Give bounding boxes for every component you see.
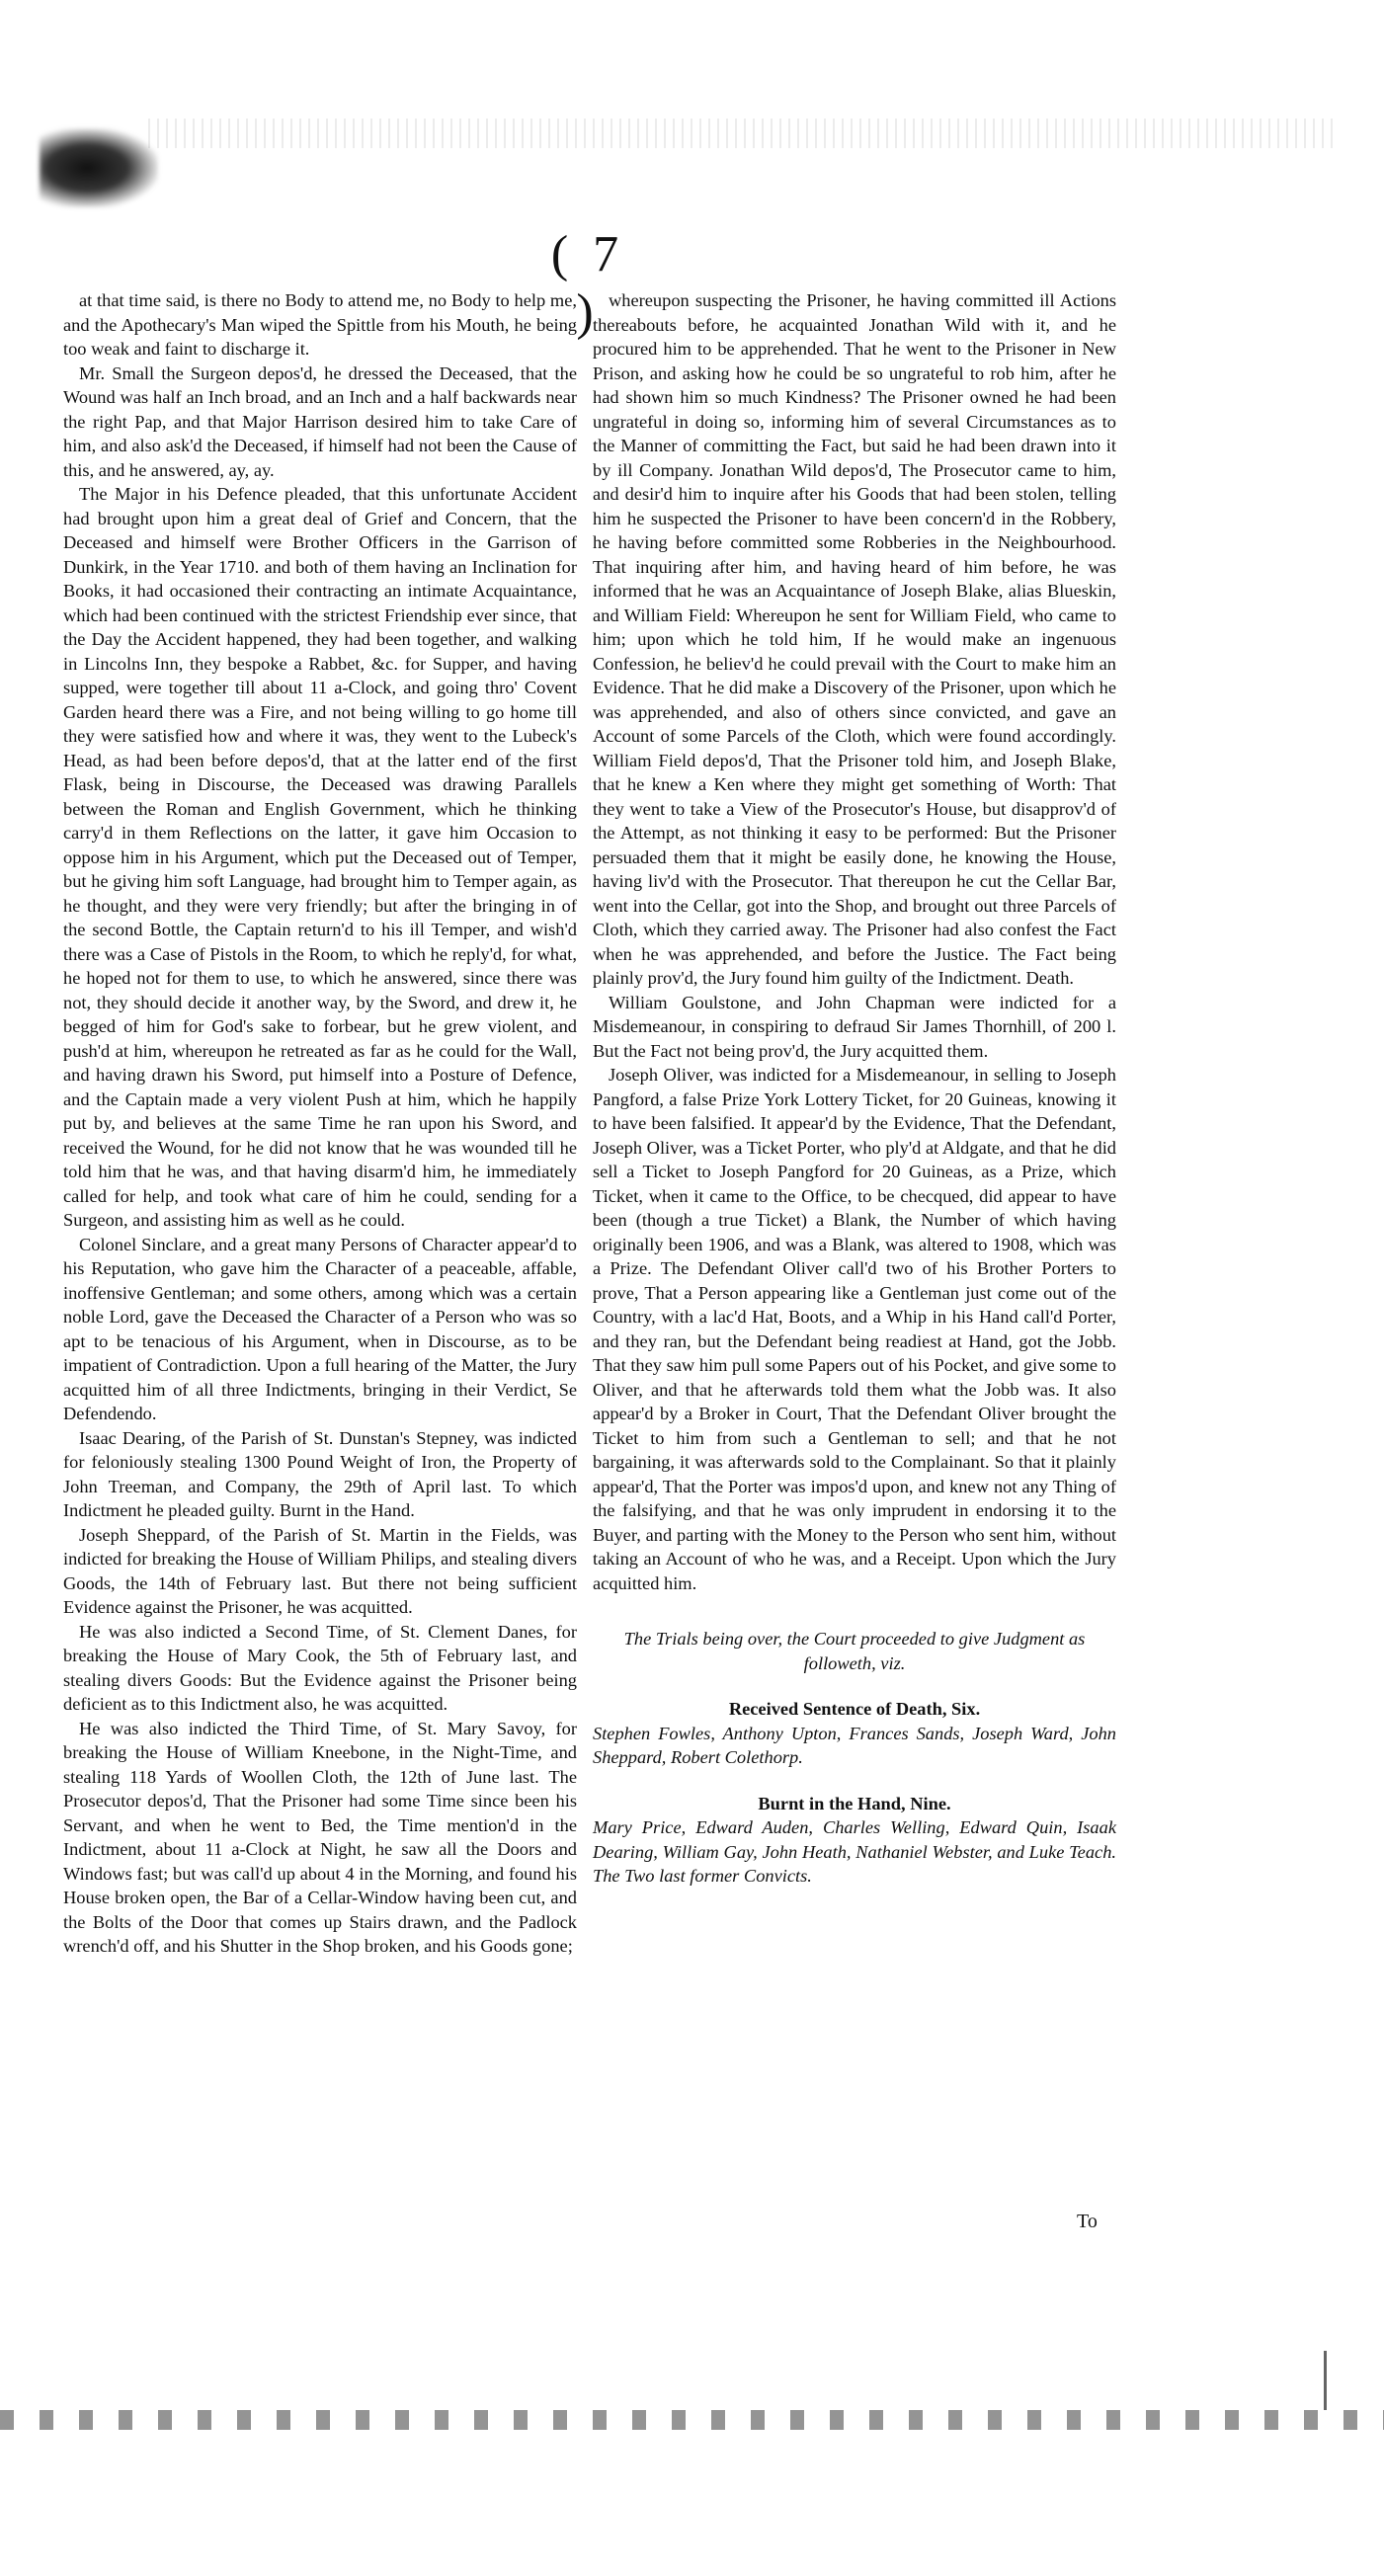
paragraph: Isaac Dearing, of the Parish of St. Dunstan's Stepney, was indicted for feloniously stealing 1300 Pound Weight of Iron, the Property of John Treeman, and Company, the 29th of April last. To which Indictment he pleaded guilty. Burnt in the Hand.: [63, 1427, 577, 1520]
death-sentence-heading: Received Sentence of Death, Six.: [728, 1699, 981, 1719]
scan-noise-top: [148, 119, 1334, 148]
death-sentence-names: Stephen Fowles, Anthony Upton, Frances Sands, Joseph Ward, John Sheppard, Robert Colethorp.: [593, 1723, 1116, 1767]
scan-mark: [1324, 2351, 1346, 2410]
catchword: To: [1077, 2211, 1098, 2232]
paragraph: He was also indicted a Second Time, of St. Clement Danes, for breaking the House of Mary Cook, the 5th of February last, and stealing divers Goods: But the Evidence against the Prisoner being deficient as to this Indictment also, he was acquitted.: [63, 1621, 577, 1714]
paragraph: The Major in his Defence pleaded, that this unfortunate Accident had brought upon him a great deal of Grief and Concern, that the Deceased and himself were Brother Officers in the Garrison of Dunkirk, in the Year 1710. and both of them having an Inclination for Books, it had occasioned their contracting an intimate Acquaintance, which had been continued with the strictest Friendship ever since, that the Day the Accident happened, they had been together, and walking in Lincolns Inn, they bespoke a Rabbet, &c. for Supper, and having supped, were together till about 11 a-Clock, and going thro' Covent Garden heard there was a Fire, and not being willing to go home till they were satisfied how and where it was, they went to the Lubeck's Head, as had been before depos'd, that at the latter end of the first Flask, being in Discourse, the Deceased was drawing Parallels between the Roman and English Government, which he thinking carry'd in them Reflections on the latter, it gave him Occasion to oppose him in his Argument, which put the Deceased out of Temper, but he giving him soft Language, had brought him to Temper again, as he thought, and they were very friendly; but after the bringing in of the second Bottle, the Captain return'd to his ill Temper, and wish'd there was a Case of Pistols in the Room, to which he reply'd, for what, he hoped not for them to use, to which he answered, since there was not, they should decide it another way, by the Sword, and drew it, he begged of him for God's sake to forbear, but he grew violent, and push'd at him, whereupon he retreated as far as he could for the Wall, and having drawn his Sword, put himself into a Posture of Defence, and the Captain made a very violent Push at him, which he happily put by, and believes at the same Time he ran upon his Sword, and received the Wound, for he did not know that he was wounded till he told him that he was, and that having disarm'd him, he immediately called for help, and took what care of him he could, sending for a Surgeon, and assisting him as well as he could.: [63, 484, 577, 1230]
judgment-heading: The Trials being over, the Court proceeded to give Judgment as followeth, viz.: [623, 1629, 1086, 1673]
burnt-hand-heading: Burnt in the Hand, Nine.: [758, 1793, 951, 1813]
page-number: ( 7 ): [550, 226, 625, 341]
paragraph: Mr. Small the Surgeon depos'd, he dressed the Deceased, that the Wound was half an Inch broad, and an Inch and a half backwards near the right Pap, and that Major Harrison desired him to take Care of him, and also ask'd the Deceased, if himself had not been the Cause of this, and he answered, ay, ay.: [63, 362, 577, 480]
paragraph: Joseph Oliver, was indicted for a Misdemeanour, in selling to Joseph Pangford, a false Prize York Lottery Ticket, for 20 Guineas, knowing it to have been falsified. It appear'd by the Evidence, That the Defendant, Joseph Oliver, was a Ticket Porter, who ply'd at Aldgate, and that he did sell a Ticket to Joseph Pangford for 20 Guineas, as a Prize, which Ticket, when it came to the Office, to be checqued, did appear to have been (though a true Ticket) a Blank, the Number of which having originally been 1906, and was a Blank, was altered to 1908, which was a Prize. The Defendant Oliver call'd two of his Brother Porters to prove, That a Person appearing like a Gentleman just come out of the Country, with a lac'd Hat, Boots, and a Whip in his Hand call'd Porter, and they ran, but the Defendant being readiest at Hand, got the Jobb. That they saw him pull some Papers out of his Pocket, and give some to Oliver, and that he afterwards told them what the Jobb was. It also appear'd by a Broker in Court, That the Defendant Oliver brought the Ticket to him from such a Gentleman to sell; and that he not bargaining, it was afterwards sold to the Complainant. So that it plainly appear'd, That the Porter was impos'd upon, and knew not any Thing of the falsifying, and that he was only imprudent in endorsing it to the Buyer, and parting with the Money to the Person who sent him, without taking an Account of who he was, and a Receipt. Upon which the Jury acquitted him.: [593, 1065, 1116, 1593]
ink-smudge: [40, 128, 158, 207]
paragraph: William Goulstone, and John Chapman were indicted for a Misdemeanour, in conspiring to defraud Sir James Thornhill, of 200 l. But the Fact not being prov'd, the Jury acquitted them.: [593, 992, 1116, 1061]
paragraph: Colonel Sinclare, and a great many Persons of Character appear'd to his Reputation, who gave him the Character of a peaceable, affable, inoffensive Gentleman; and some others, among which was a certain noble Lord, gave the Deceased the Character of a Person who was so apt to be tenacious of his Argument, when in Discourse, as to be impatient of Contradiction. Upon a full hearing of the Matter, the Jury acquitted him of all three Indictments, bringing in their Verdict, Se Defendendo.: [63, 1234, 577, 1423]
paragraph: Joseph Sheppard, of the Parish of St. Martin in the Fields, was indicted for breaking the House of William Philips, and stealing divers Goods, the 14th of February last. But there not being sufficient Evidence against the Prisoner, he was acquitted.: [63, 1524, 577, 1617]
scan-noise-bottom: [0, 2410, 1384, 2430]
burnt-hand-names: Mary Price, Edward Auden, Charles Welling, Edward Quin, Isaak Dearing, William Gay, John Heath, Nathaniel Webster, and Luke Teach. The Two last former Convicts.: [593, 1817, 1116, 1886]
right-column: [593, 288, 1116, 1889]
paragraph: whereupon suspecting the Prisoner, he having committed ill Actions thereabouts before, he acquainted Jonathan Wild with it, and he procured him to be apprehended. That he went to the Prisoner in New Prison, and asking how he could be so ungrateful to rob him, after he had shown him so much Kindness? The Prisoner owned he had been ungrateful in doing so, informing him of several Circumstances as to the Manner of committing the Fact, but said he had been drawn into it by ill Company. Jonathan Wild depos'd, The Prosecutor came to him, and desir'd him to inquire after his Goods that had been stolen, telling him he suspected the Prisoner to have been concern'd in the Robbery, he having before committed some Robberies in the Neighbourhood. That inquiring after him, and having heard of him before, he was informed that he was an Acquaintance of Joseph Blake, alias Blueskin, and William Field: Whereupon he sent for William Field, who came to him; upon which he told him, If he would make an ingenuous Confession, he believ'd he could prevail with the Court to make him an Evidence. That he did make a Discovery of the Prisoner, upon which he was apprehended, and also of others since convicted, and gave an Account of some Parcels of the Cloth, which were found accordingly. William Field depos'd, That the Prisoner told him, and Joseph Blake, that he knew a Ken where they might get something of Worth: That they went to take a View of the Prosecutor's House, but disapprov'd of the Attempt, as not thinking it easy to be performed: But the Prisoner persuaded them that it might be easily done, he knowing the House, having liv'd with the Prosecutor. That thereupon he cut the Cellar Bar, went into the Cellar, got into the Shop, and brought out three Parcels of Cloth, which they carried away. The Prisoner had also confest the Fact when he was apprehended, and before the Justice. The Fact being plainly prov'd, the Jury found him guilty of the Indictment. Death.: [593, 290, 1116, 988]
paragraph: at that time said, is there no Body to attend me, no Body to help me, and the Apothecary's Man wiped the Spittle from his Mouth, he being too weak and faint to discharge it.: [63, 290, 577, 359]
paragraph: He was also indicted the Third Time, of St. Mary Savoy, for breaking the House of William Kneebone, in the Night-Time, and stealing 118 Yards of Woollen Cloth, the 12th of June last. The Prosecutor depos'd, That the Prisoner had some Time since been his Servant, and when he went to Bed, the Time mention'd in the Indictment, about 11 a-Clock at Night, he saw all the Doors and Windows fast; but was call'd up about 4 in the Morning, and found his House broken open, the Bar of a Cellar-Window having been cut, and the Bolts of the Door that comes up Stairs drawn, and the Padlock wrench'd off, and his Shutter in the Shop broken, and his Goods gone;: [63, 1718, 577, 1956]
left-column: [63, 288, 577, 1959]
